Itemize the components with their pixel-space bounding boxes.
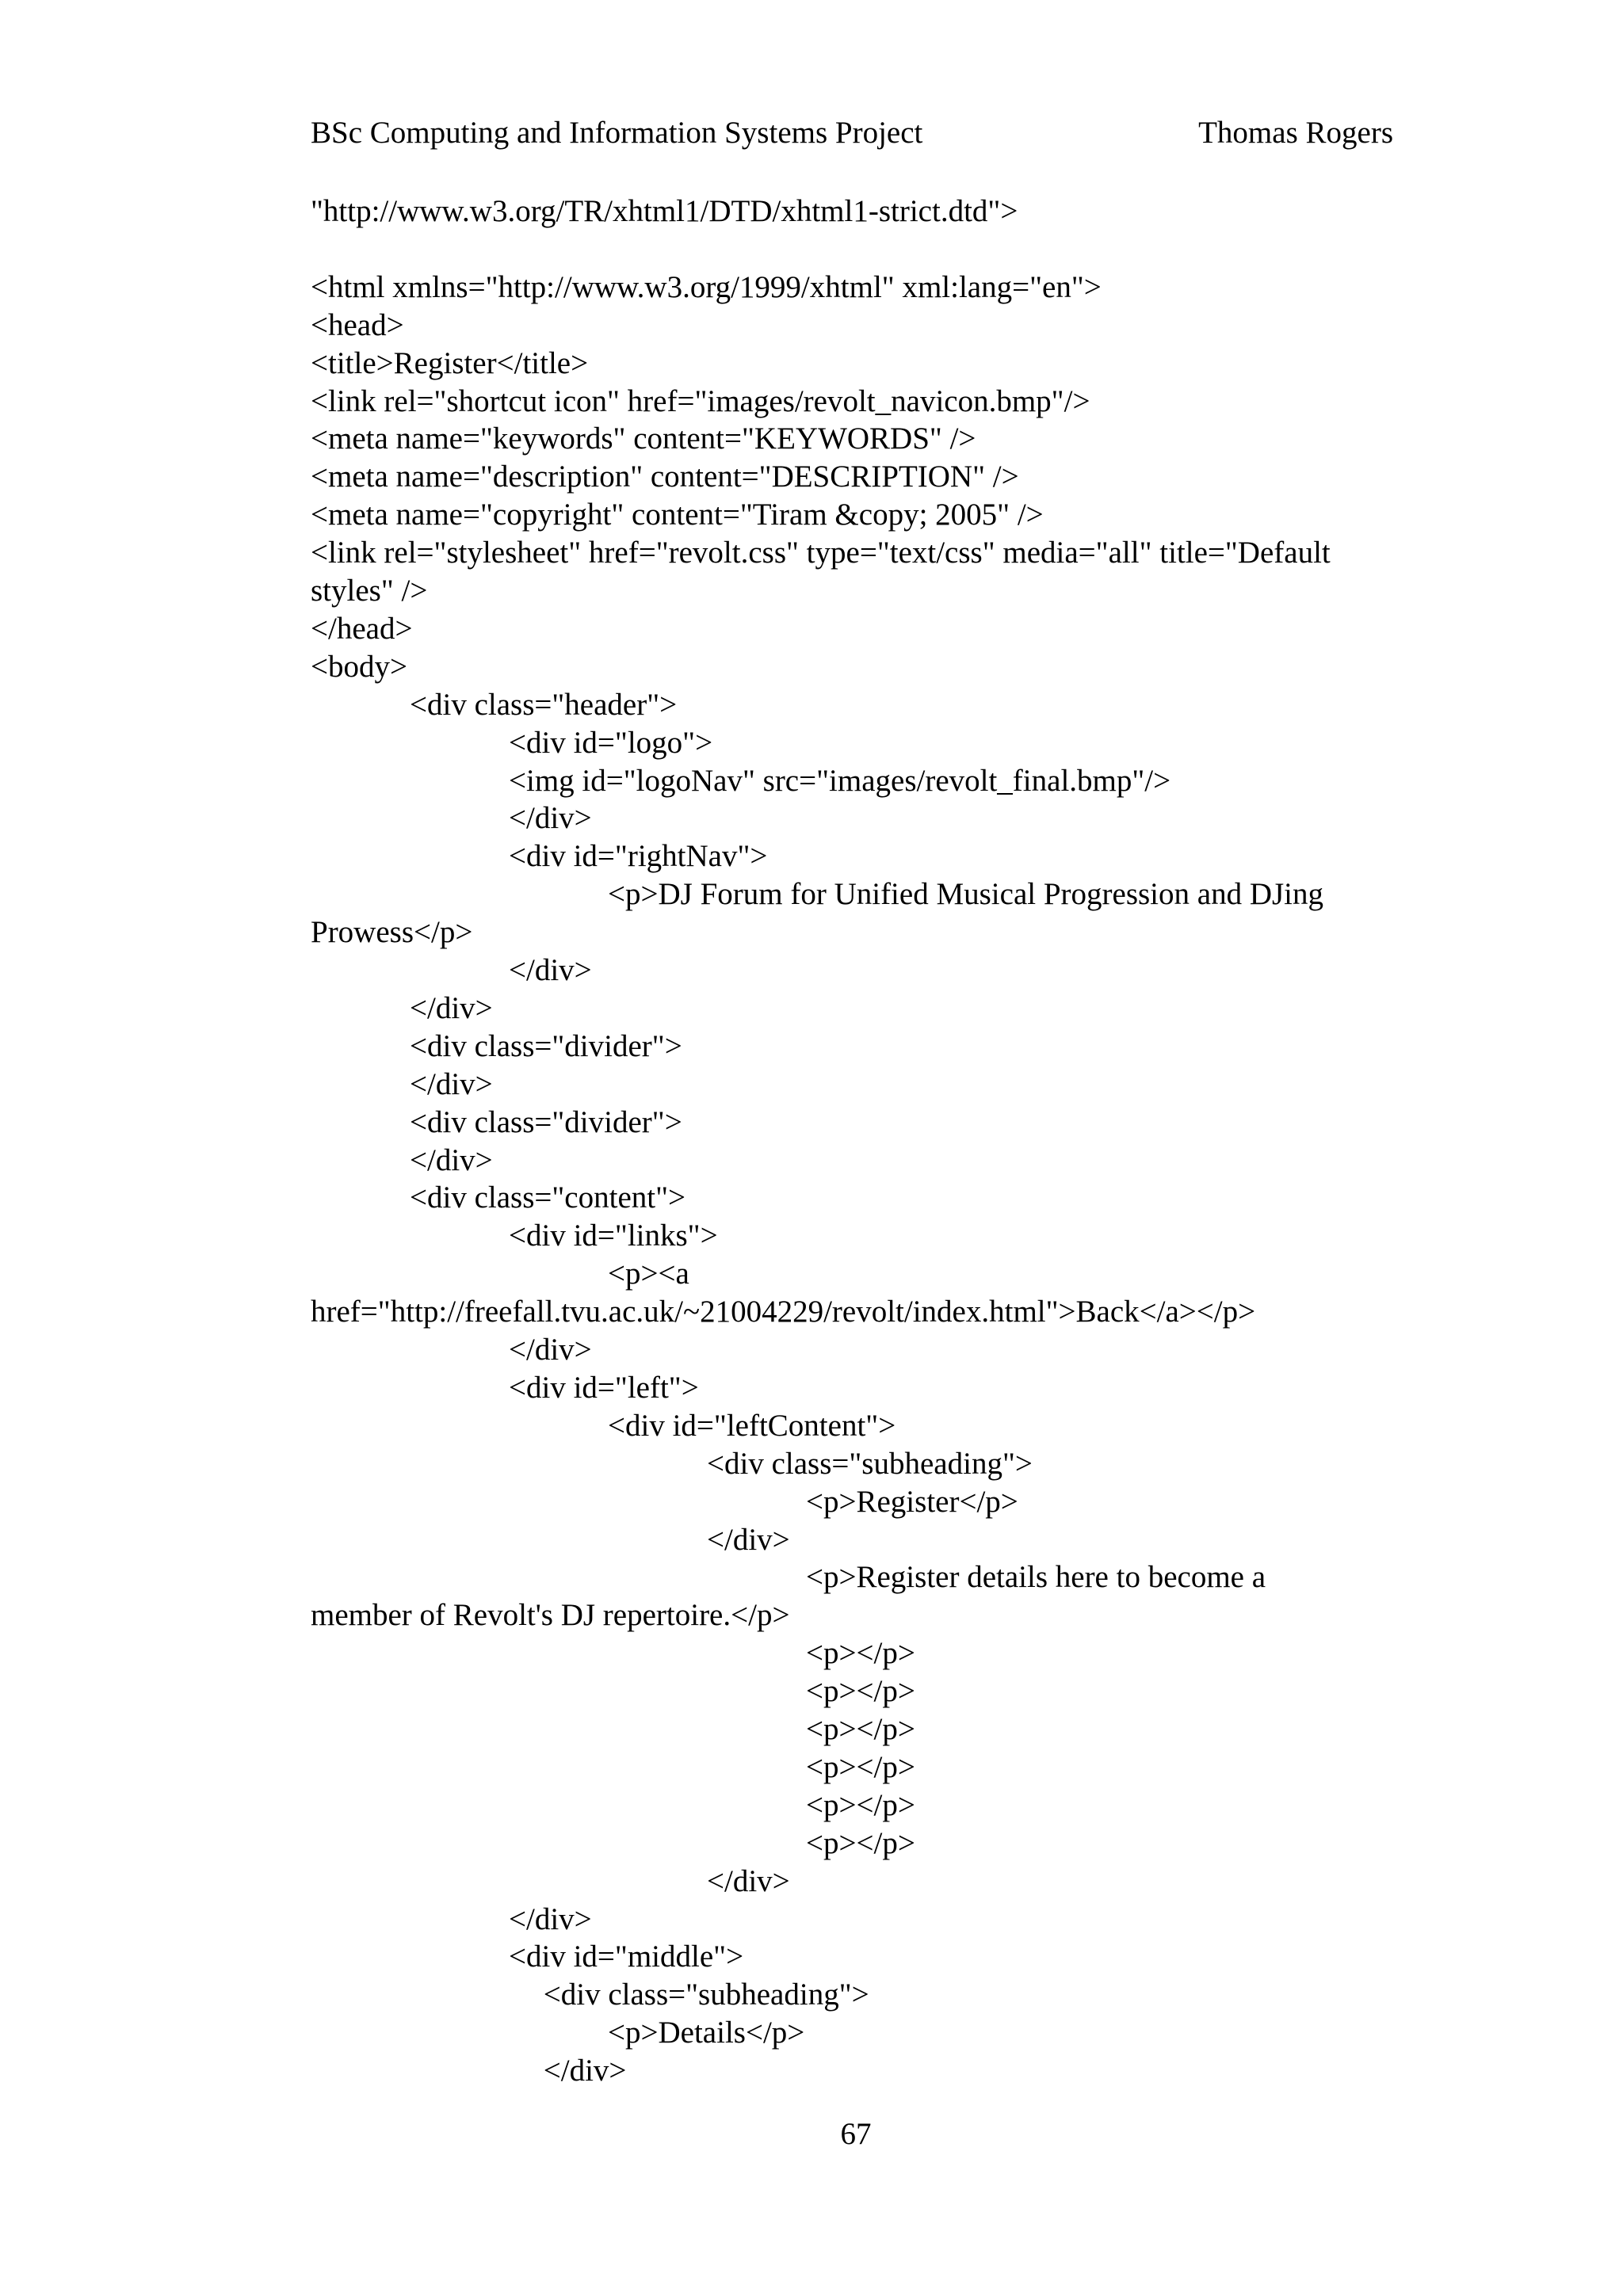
- code-line: <html xmlns="http://www.w3.org/1999/xhtml" xml:lang="en">: [311, 269, 1102, 304]
- code-line: <p><a: [608, 1257, 689, 1291]
- code-line: <p></p>: [806, 1674, 915, 1709]
- code-line: href="http://freefall.tvu.ac.uk/~21004229/revolt/index.html">Back</a></p>: [311, 1295, 1256, 1329]
- code-line: <p>Register</p>: [806, 1484, 1018, 1519]
- code-line: <div class="header">: [410, 687, 678, 722]
- code-line: </div>: [509, 801, 592, 836]
- code-line: <div class="divider">: [410, 1104, 682, 1139]
- code-line: </div>: [410, 990, 493, 1025]
- running-header-author: Thomas Rogers: [1198, 116, 1393, 150]
- code-line: "http://www.w3.org/TR/xhtml1/DTD/xhtml1-strict.dtd">: [311, 194, 1018, 228]
- code-line: </div>: [707, 1522, 790, 1557]
- code-line: </div>: [707, 1863, 790, 1898]
- code-line: <div id="rightNav">: [509, 839, 768, 874]
- code-line: <head>: [311, 307, 404, 342]
- code-line: </div>: [509, 1333, 592, 1367]
- code-line: </div>: [509, 1901, 592, 1936]
- code-line: <link rel="stylesheet" href="revolt.css" type="text/css" media="all" title="Default: [311, 536, 1331, 570]
- code-line: <meta name="copyright" content="Tiram &copy; 2005" />: [311, 498, 1044, 532]
- code-line: <div id="links">: [509, 1219, 718, 1253]
- code-line: <div id="logo">: [509, 725, 713, 760]
- code-line: <div id="leftContent">: [608, 1408, 896, 1443]
- code-line: styles" />: [311, 574, 428, 608]
- running-header-title: BSc Computing and Information Systems Project: [311, 116, 923, 150]
- code-line: member of Revolt's DJ repertoire.</p>: [311, 1598, 790, 1633]
- code-line: <div id="middle">: [509, 1939, 744, 1974]
- code-line: <p></p>: [806, 1712, 915, 1746]
- code-line: <body>: [311, 649, 407, 684]
- code-line: <p></p>: [806, 1825, 915, 1860]
- code-line: <div id="left">: [509, 1370, 699, 1405]
- code-line: <div class="subheading">: [707, 1446, 1033, 1481]
- code-line: <div class="divider">: [410, 1028, 682, 1063]
- code-line: </div>: [509, 953, 592, 987]
- code-line: <p>Details</p>: [608, 2016, 805, 2050]
- code-line: <meta name="description" content="DESCRIPTION" />: [311, 460, 1019, 494]
- code-line: <p>Register details here to become a: [806, 1560, 1266, 1595]
- code-line: <p></p>: [806, 1787, 915, 1822]
- code-line: <p></p>: [806, 1749, 915, 1784]
- code-line: <p></p>: [806, 1636, 915, 1671]
- code-line: Prowess</p>: [311, 915, 473, 950]
- code-line: <p>DJ Forum for Unified Musical Progression and DJing: [608, 877, 1323, 912]
- code-line: <img id="logoNav" src="images/revolt_final.bmp"/>: [509, 763, 1171, 798]
- page-number: 67: [840, 2117, 872, 2151]
- code-line: <title>Register</title>: [311, 345, 589, 380]
- code-line: </head>: [311, 611, 413, 646]
- code-line: <link rel="shortcut icon" href="images/revolt_navicon.bmp"/>: [311, 383, 1090, 418]
- code-line: <div class="subheading">: [543, 1978, 869, 2012]
- code-line: <div class="content">: [410, 1180, 686, 1215]
- code-line: </div>: [410, 1066, 493, 1101]
- code-line: <meta name="keywords" content="KEYWORDS" />: [311, 421, 976, 456]
- code-line: </div>: [410, 1142, 493, 1177]
- code-line: </div>: [543, 2054, 627, 2088]
